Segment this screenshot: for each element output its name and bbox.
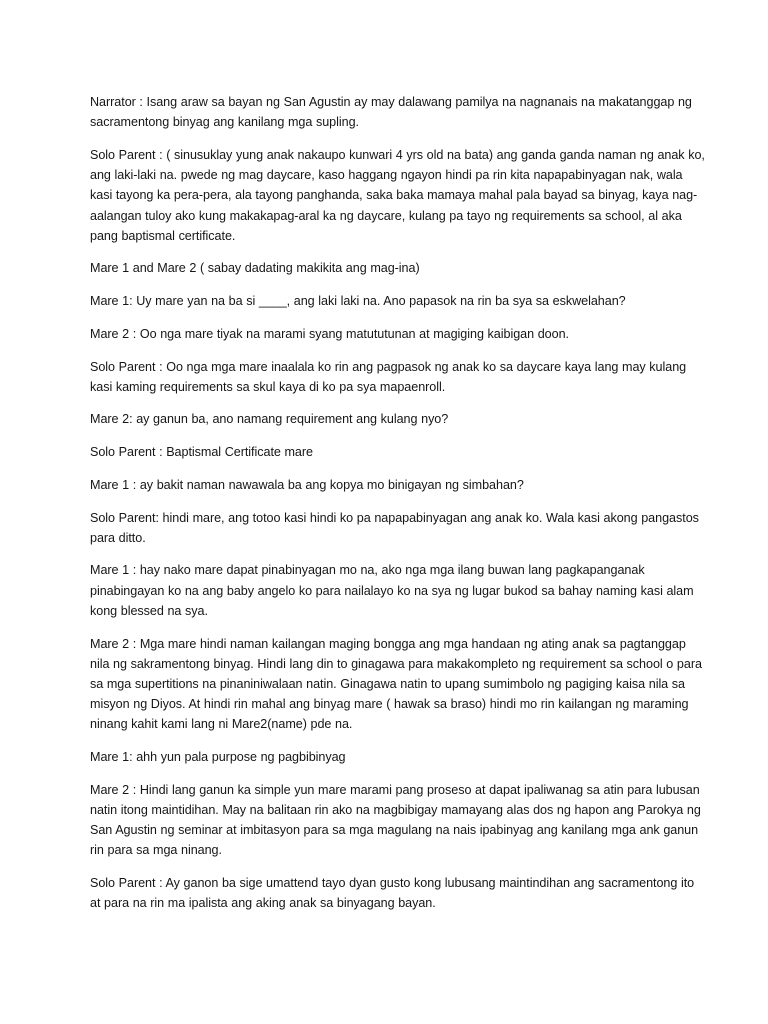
solo-parent-admission-paragraph: Solo Parent: hindi mare, ang totoo kasi hindi ko pa napapabinyagan ang anak ko. Wala kasi akong pangastos para ditto. [90,510,699,545]
narrator-intro-paragraph: Narrator : Isang araw sa bayan ng San Agustin ay may dalawang pamilya na nagnanais na makatanggap ng sacramentong binyag ang kanilang mga supling. [90,95,692,130]
mare2-explanation-paragraph: Mare 2 : Mga mare hindi naman kailangan maging bongga ang mga handaan ng ating anak sa pagtanggap nila ng sakramentong binyag. Hindi lang din to ginagawa para makakompleto ng requirement sa school o para sa mga supertitions na pinaniniwalaan natin. Ginagawa natin to upang sumimbolo ng pagiging kaisa nila sa misyon ng Diyos. At hindi rin mahal ang binyag mare ( hawak sa braso) hindi mo rin kailangan ng maraming ninang kahit kami lang ni Mare2(name) pde na. [90,636,702,732]
solo-parent-certificate-paragraph: Solo Parent : Baptismal Certificate mare [90,445,313,460]
solo-parent-closing-paragraph: Solo Parent : Ay ganon ba sige umattend tayo dyan gusto kong lubusang maintindihan ang sacramentong ito at para na rin ma ipalista ang aking anak sa binyagang bayan. [90,876,695,911]
mare1-copy-question-paragraph: Mare 1 : ay bakit naman nawawala ba ang kopya mo binigayan ng simbahan? [90,477,524,492]
mare1-advice-paragraph: Mare 1 : hay nako mare dapat pinabinyagan mo na, ako nga mga ilang buwan lang pagkapanganak pinabingayan ko na ang baby angelo ko para nailalayo ko na sya ng lugar bukod sa bahay naming kasi alam kong blessed na sya. [90,563,694,618]
mare2-reply-paragraph: Mare 2 : Oo nga mare tiyak na marami syang matututunan at magiging kaibigan doon. [90,326,569,341]
mare1-realization-paragraph: Mare 1: ahh yun pala purpose ng pagbibinyag [90,750,346,765]
mare2-question-paragraph: Mare 2: ay ganun ba, ano namang requirement ang kulang nyo? [90,412,449,427]
mare1-greeting-paragraph: Mare 1: Uy mare yan na ba si ____, ang laki laki na. Ano papasok na rin ba sya sa eskwelahan? [90,294,626,309]
solo-parent-opening-paragraph: Solo Parent : ( sinusuklay yung anak nakaupo kunwari 4 yrs old na bata) ang ganda ganda naman ng anak ko, ang laki-laki na. pwede ng mag daycare, kaso haggang ngayon hindi pa rin kita napapabinyagan nak, wala kasi tayong ka pera-pera, ala tayong panghanda, saka baka mamaya mahal pala bayad sa binyag, kaya nag-aalangan tuloy ako kung makakapag-aral ka ng daycare, kulang pa tayo ng requirements sa school, al aka pang baptismal certificate. [90,147,705,243]
mare2-seminar-paragraph: Mare 2 : Hindi lang ganun ka simple yun mare marami pang proseso at dapat ipaliwanag sa atin para lubusan natin itong maintidihan. May na balitaan rin ako na magbibigay mamayang alas dos ng hapon ang Parokya ng San Agustin ng seminar at imbitasyon para sa mga magulang na nais ipabinyag ang kanilang mga ank ganun rin para sa mga ninang. [90,782,701,858]
solo-parent-requirements-paragraph: Solo Parent : Oo nga mga mare inaalala ko rin ang pagpasok ng anak ko sa daycare kaya lang may kulang kasi kaming requirements sa skul kaya di ko pa sya mapaenroll. [90,359,687,394]
stage-direction-paragraph: Mare 1 and Mare 2 ( sabay dadating makikita ang mag-ina) [90,261,420,276]
